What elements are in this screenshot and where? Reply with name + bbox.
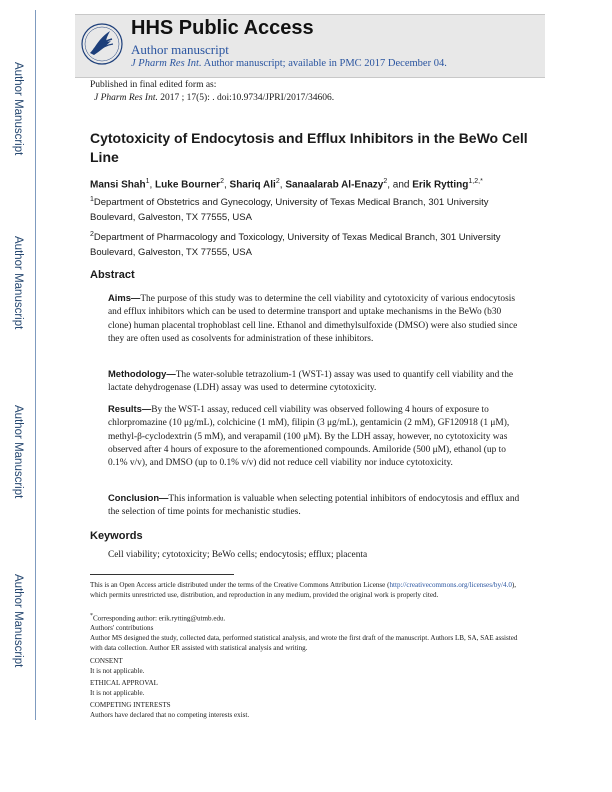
- author-manuscript-label: Author manuscript: [131, 42, 229, 57]
- author-name: Erik Rytting: [412, 179, 469, 191]
- hhs-public-access-title: HHS Public Access: [131, 17, 314, 39]
- published-journal: J Pharm Res Int.: [94, 93, 158, 103]
- ethical-heading: ETHICAL APPROVAL: [90, 679, 158, 687]
- author-list: Mansi Shah$^1$, Luke Bourner$^2$, Shariq Ali$^2$, Sanaalarab Al-Enazy$^2$, and Erik Rytting$^{1,2,*}$: [90, 178, 483, 191]
- license-footnote: This is an Open Access article distributed under the terms of the Creative Commons Attribution License (http://creativecommons.org/licenses/by/4.0), which permits unrestricted use, distribution, and reproduction in any medium, provided the original work is properly cited.: [90, 581, 517, 599]
- keywords-text: Cell viability; cytotoxicity; BeWo cells; endocytosis; efflux; placenta: [108, 550, 368, 560]
- published-doi: 2017 ; 17(5): . doi:10.9734/JPRI/2017/34606.: [160, 93, 335, 103]
- availability-text: Author manuscript; available in PMC 2017 December 04.: [203, 58, 447, 69]
- license-link[interactable]: http://creativecommons.org/licenses/by/4.0: [389, 581, 512, 589]
- article-title: Cytotoxicity of Endocytosis and Efflux Inhibitors in the BeWo Cell Line: [90, 130, 528, 165]
- abstract-methodology: Methodology—The water-soluble tetrazolium-1 (WST-1) assay was used to quantify cell viability and the lactate dehydrogenase (LDH) assay was used to determine cytotoxicity.: [108, 368, 514, 394]
- published-label: Published in final edited form as:: [90, 80, 217, 90]
- side-label-author-manuscript: Author Manuscript: [12, 236, 24, 330]
- journal-abbrev: J Pharm Res Int.: [131, 58, 202, 69]
- consent-heading: CONSENT: [90, 657, 123, 665]
- corresponding-author: *Corresponding author: erik.rytting@utmb.edu.: [90, 613, 226, 623]
- affiliation-2: $^2$Department of Pharmacology and Toxicology, University of Texas Medical Branch, 301 University Boulevard, Galveston, TX 77555, USA: [90, 231, 501, 258]
- abstract-results: Results—By the WST-1 assay, reduced cell viability was observed following 4 hours of exposure to chlorpromazine (10 μg/mL), colchicine (1 mM), filipin (3 μg/mL), gentamicin (2 mM), GF120918 (1 μM), methyl-β-cyclodextrin (5 mM), and verapamil (100 μM). By the LDH assay, however, no cytotoxicity was observed after 4 hours of exposure to the aforementioned compounds. Amiloride (500 μM), ethanol (up to 0.1% v/v), and DMSO (up to 0.1% v/v) did not reduce cell viability nor induce cytotoxicity.: [108, 403, 510, 469]
- competing-text: Authors have declared that no competing interests exist.: [90, 711, 250, 719]
- author-name: Sanaalarab Al-Enazy: [285, 179, 384, 191]
- keywords-heading: Keywords: [90, 530, 143, 542]
- abstract-aims: Aims—The purpose of this study was to determine the cell viability and cytotoxicity of various endocytosis and efflux inhibitors which can be used to determine transport and uptake mechanisms in the BeWo (b30 clone) human placental trophoblast cell line. Ethanol and dimethylsulfoxide (DMSO) were also studied since they are often used as cosolvents for administration of these inhibitors.: [108, 292, 518, 344]
- side-label-author-manuscript: Author Manuscript: [12, 405, 24, 499]
- author-name: Shariq Ali: [229, 179, 276, 191]
- hhs-eagle-logo-icon: [80, 19, 124, 69]
- author-name: Luke Bourner: [155, 179, 221, 191]
- contributions-text: Author MS designed the study, collected data, performed statistical analysis, and wrote the first draft of the manuscript. Authors LB, SA, SAE assisted with data collection. Author ER assisted with statistical analysis and writing.: [90, 634, 518, 652]
- abstract-heading: Abstract: [90, 269, 135, 281]
- abstract-conclusion: Conclusion—This information is valuable when selecting potential inhibitors of endocytosis and efflux and the selection of time points for mechanistic studies.: [108, 492, 520, 518]
- consent-text: It is not applicable.: [90, 667, 145, 675]
- ethical-text: It is not applicable.: [90, 689, 145, 697]
- contributions-heading: Authors' contributions: [90, 624, 154, 632]
- availability-line: [131, 58, 447, 69]
- author-name: Mansi Shah: [90, 179, 146, 191]
- side-label-author-manuscript: Author Manuscript: [12, 62, 24, 156]
- competing-heading: COMPETING INTERESTS: [90, 701, 171, 709]
- left-margin-rule: [35, 10, 36, 720]
- affiliation-1: $^1$Department of Obstetrics and Gynecology, University of Texas Medical Branch, 301 University Boulevard, Galveston, TX 77555, USA: [90, 196, 489, 223]
- footnote-rule: [90, 574, 234, 575]
- side-label-author-manuscript: Author Manuscript: [12, 574, 24, 668]
- published-citation: [94, 93, 334, 103]
